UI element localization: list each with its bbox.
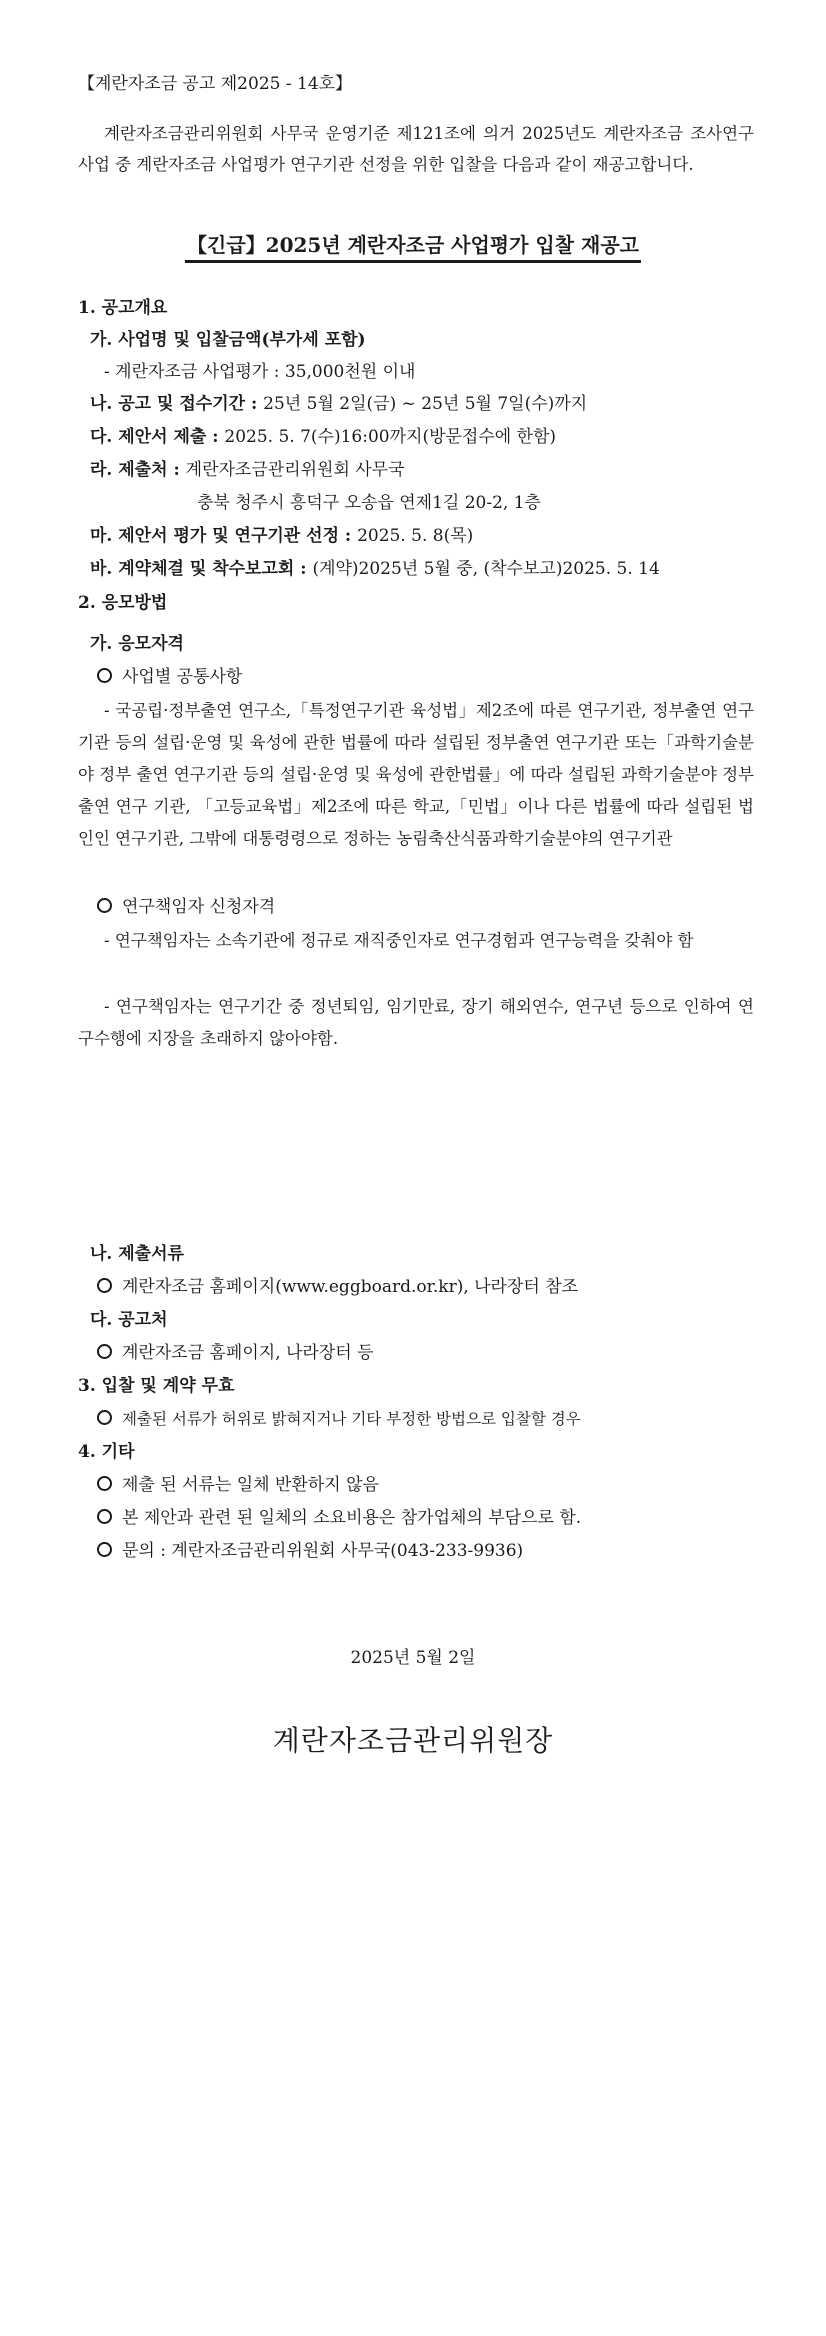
s2-researcher-2: - 연구책임자는 연구기간 중 정년퇴임, 임기만료, 장기 해외연수, 연구년 등으로 인하여 연구수행에 지장을 초래하지 않아야함. xyxy=(78,997,754,1048)
s1-b-label: 나. 공고 및 접수기간 : xyxy=(90,394,264,414)
s2-b-row xyxy=(97,1276,578,1298)
signature: 계란자조금관리위원장 xyxy=(272,1724,554,1757)
s1-c-label: 다. 제안서 제출 : xyxy=(90,427,225,447)
s1-d-value: 계란자조금관리위원회 사무국 xyxy=(185,460,405,480)
s2-common-row xyxy=(97,666,242,688)
s4-item-1: 제출 된 서류는 일체 반환하지 않음 xyxy=(122,1475,379,1495)
issue-date: 2025년 5월 2일 xyxy=(350,1648,476,1668)
s4-item-2: 본 제안과 관련 된 일체의 소요비용은 참가업체의 부담으로 함. xyxy=(122,1508,582,1528)
s1-b-row xyxy=(90,393,587,415)
notice-number: 【계란자조금 공고 제2025 - 14호】 xyxy=(78,74,353,94)
s3-row xyxy=(97,1408,581,1430)
s4-row-3 xyxy=(97,1540,523,1562)
s1-f-label: 바. 계약체결 및 착수보고회 : xyxy=(90,559,313,579)
s4-row-1 xyxy=(97,1474,379,1496)
circle-bullet-icon xyxy=(97,1476,112,1491)
circle-bullet-icon xyxy=(97,1542,112,1557)
s1-b-value: 25년 5월 2일(금) ~ 25년 5월 7일(수)까지 xyxy=(263,394,588,414)
circle-bullet-icon xyxy=(97,1509,112,1524)
s4-row-2 xyxy=(97,1507,581,1529)
s1-d-address: 충북 청주시 흥덕구 오송읍 연제1길 20-2, 1층 xyxy=(197,493,541,513)
s1-e-row xyxy=(90,525,473,547)
s2-researcher-row xyxy=(97,896,275,918)
s2-b-label: 나. 제출서류 xyxy=(90,1244,184,1264)
s1-e-value: 2025. 5. 8(목) xyxy=(357,526,474,546)
s2-c-row xyxy=(97,1342,374,1364)
circle-bullet-icon xyxy=(97,1410,112,1425)
s3-item: 제출된 서류가 허위로 밝혀지거나 기타 부정한 방법으로 입찰할 경우 xyxy=(122,1410,581,1428)
s1-f-value: (계약)2025년 5월 중, (착수보고)2025. 5. 14 xyxy=(312,559,660,579)
intro-paragraph: 계란자조금관리위원회 사무국 운영기준 제121조에 의거 2025년도 계란자조금 조사연구 사업 중 계란자조금 사업평가 연구기관 선정을 위한 입찰을 다음과 같이 재공고합니다. xyxy=(78,124,754,174)
circle-bullet-icon xyxy=(97,1344,112,1359)
s2-qualification: - 국공립·정부출연 연구소,「특정연구기관 육성법」제2조에 따른 연구기관, 정부출연 연구기관 등의 설립·운영 및 육성에 관한 법률에 따라 설립된 정부출연 연구기관 또는「과학기술분야 정부 출연 연구기관 등의 설립·운영 및 육성에 관한법률」에 따라 설립된 과학기술분야 정부출연 연구 기관, 「고등교육법」제2조에 따른 학교,「민법」이나 다른 법률에 따라 설립된 법인인 연구기관, 그밖에 대통령령으로 정하는 농림축산식품과학기술분야의 연구기관 xyxy=(78,701,754,848)
circle-bullet-icon xyxy=(97,668,112,683)
s2-c-label: 다. 공고처 xyxy=(90,1310,168,1330)
page-title-text: 【긴급】2025년 계란자조금 사업평가 입찰 재공고 xyxy=(185,233,641,263)
s1-d-row xyxy=(90,459,405,481)
s1-c-value: 2025. 5. 7(수)16:00까지(방문접수에 한함) xyxy=(224,427,557,447)
s1-e-label: 마. 제안서 평가 및 연구기관 선정 : xyxy=(90,526,358,546)
s2-common-label: 사업별 공통사항 xyxy=(122,667,243,687)
s2-researcher-label: 연구책임자 신청자격 xyxy=(122,897,276,917)
circle-bullet-icon xyxy=(97,898,112,913)
s4-item-3: 문의 : 계란자조금관리위원회 사무국(043-233-9936) xyxy=(122,1541,524,1561)
section-1-heading: 1. 공고개요 xyxy=(78,298,168,318)
s1-d-label: 라. 제출처 : xyxy=(90,460,186,480)
s1-a-label: 가. 사업명 및 입찰금액(부가세 포함) xyxy=(90,330,366,350)
s2-b-item: 계란자조금 홈페이지(www.eggboard.or.kr), 나라장터 참조 xyxy=(122,1277,579,1297)
section-4-heading: 4. 기타 xyxy=(78,1442,135,1462)
s1-c-row xyxy=(90,426,556,448)
s2-researcher-1: - 연구책임자는 소속기관에 정규로 재직중인자로 연구경험과 연구능력을 갖춰야 함 xyxy=(104,931,694,950)
section-3-heading: 3. 입찰 및 계약 무효 xyxy=(78,1376,235,1396)
s2-c-item: 계란자조금 홈페이지, 나라장터 등 xyxy=(122,1343,374,1363)
circle-bullet-icon xyxy=(97,1278,112,1293)
s2-a-label: 가. 응모자격 xyxy=(90,634,184,654)
section-2-heading: 2. 응모방법 xyxy=(78,593,168,613)
s1-f-row xyxy=(90,558,660,580)
s1-a-item: - 계란자조금 사업평가 : 35,000천원 이내 xyxy=(104,362,416,382)
page-title xyxy=(0,232,826,258)
